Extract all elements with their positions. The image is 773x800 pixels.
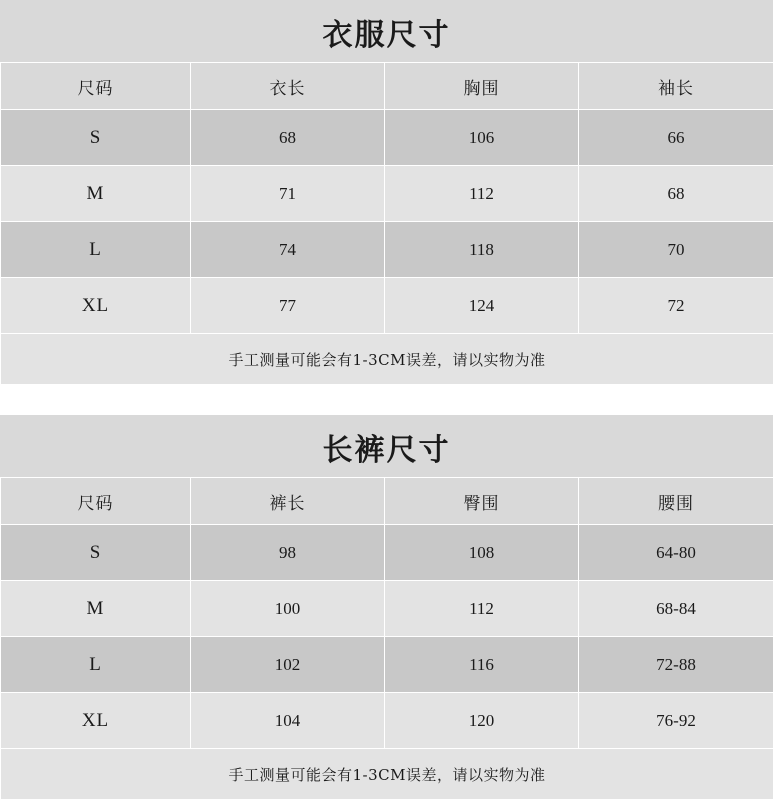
column-header-bust: 胸围 bbox=[385, 63, 579, 110]
cell-size: L bbox=[1, 222, 191, 278]
section-gap bbox=[0, 385, 773, 415]
cell-size: S bbox=[1, 525, 191, 581]
cell-length: 74 bbox=[191, 222, 385, 278]
column-header-length: 衣长 bbox=[191, 63, 385, 110]
pants-size-grid bbox=[0, 477, 773, 800]
cell-size: M bbox=[1, 581, 191, 637]
measurement-note-row bbox=[1, 749, 773, 800]
column-header-size: 尺码 bbox=[1, 478, 191, 525]
cell-hip: 120 bbox=[385, 693, 579, 749]
clothing-size-grid bbox=[0, 62, 773, 385]
table-row bbox=[1, 525, 773, 581]
cell-size: L bbox=[1, 637, 191, 693]
cell-length: 77 bbox=[191, 278, 385, 334]
cell-size: S bbox=[1, 110, 191, 166]
clothing-size-table bbox=[0, 0, 773, 385]
column-header-waist: 腰围 bbox=[579, 478, 773, 525]
cell-sleeve: 66 bbox=[579, 110, 773, 166]
cell-waist: 64-80 bbox=[579, 525, 773, 581]
cell-sleeve: 68 bbox=[579, 166, 773, 222]
table-header-row bbox=[1, 478, 773, 525]
column-header-size: 尺码 bbox=[1, 63, 191, 110]
cell-bust: 118 bbox=[385, 222, 579, 278]
measurement-note-row bbox=[1, 334, 773, 385]
pants-table-title: 长裤尺寸 bbox=[0, 415, 773, 477]
cell-length: 71 bbox=[191, 166, 385, 222]
table-header-row bbox=[1, 63, 773, 110]
cell-hip: 112 bbox=[385, 581, 579, 637]
column-header-hip: 臀围 bbox=[385, 478, 579, 525]
cell-size: XL bbox=[1, 693, 191, 749]
column-header-pants-length: 裤长 bbox=[191, 478, 385, 525]
cell-bust: 112 bbox=[385, 166, 579, 222]
cell-pants-length: 100 bbox=[191, 581, 385, 637]
table-row bbox=[1, 278, 773, 334]
table-row bbox=[1, 110, 773, 166]
cell-sleeve: 70 bbox=[579, 222, 773, 278]
cell-size: XL bbox=[1, 278, 191, 334]
table-row bbox=[1, 581, 773, 637]
cell-size: M bbox=[1, 166, 191, 222]
cell-pants-length: 104 bbox=[191, 693, 385, 749]
pants-size-table bbox=[0, 415, 773, 800]
table-row bbox=[1, 637, 773, 693]
measurement-note: 手工测量可能会有1-3CM误差，请以实物为准 bbox=[1, 749, 773, 800]
cell-hip: 116 bbox=[385, 637, 579, 693]
cell-pants-length: 102 bbox=[191, 637, 385, 693]
measurement-note: 手工测量可能会有1-3CM误差，请以实物为准 bbox=[1, 334, 773, 385]
cell-waist: 68-84 bbox=[579, 581, 773, 637]
cell-bust: 106 bbox=[385, 110, 579, 166]
column-header-sleeve: 袖长 bbox=[579, 63, 773, 110]
cell-pants-length: 98 bbox=[191, 525, 385, 581]
table-row bbox=[1, 693, 773, 749]
cell-waist: 72-88 bbox=[579, 637, 773, 693]
clothing-table-title: 衣服尺寸 bbox=[0, 0, 773, 62]
cell-waist: 76-92 bbox=[579, 693, 773, 749]
cell-hip: 108 bbox=[385, 525, 579, 581]
table-row bbox=[1, 222, 773, 278]
cell-bust: 124 bbox=[385, 278, 579, 334]
cell-length: 68 bbox=[191, 110, 385, 166]
table-row bbox=[1, 166, 773, 222]
cell-sleeve: 72 bbox=[579, 278, 773, 334]
